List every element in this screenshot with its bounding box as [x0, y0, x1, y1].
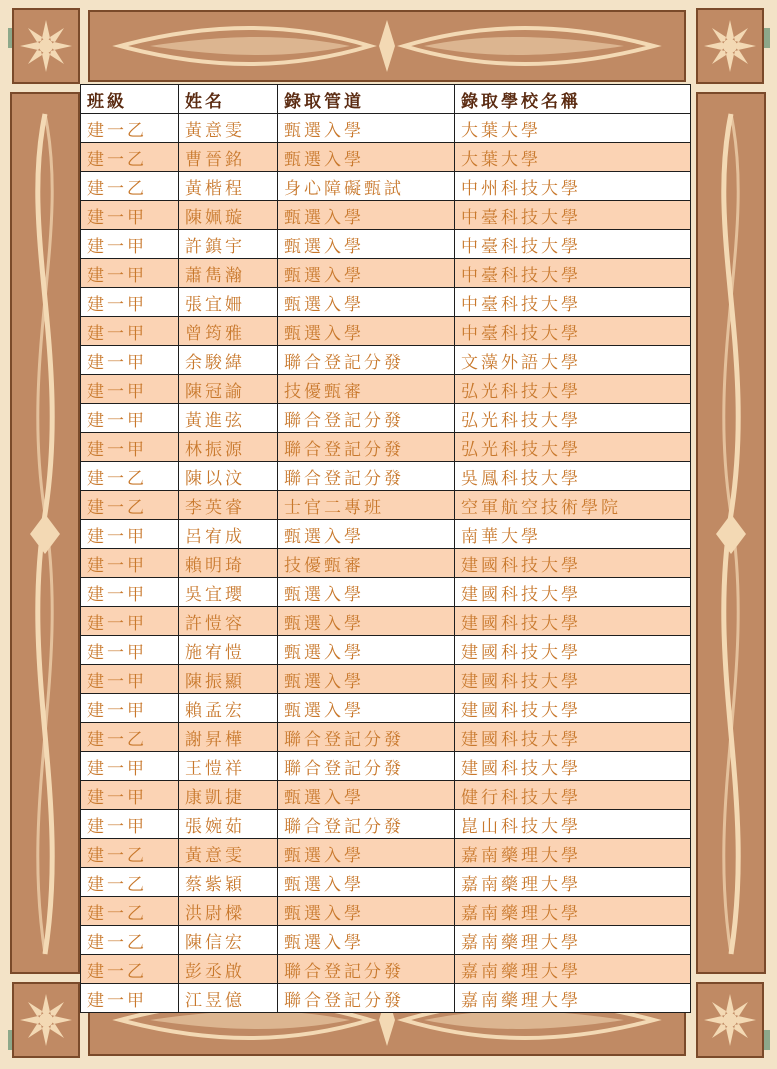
cell-name: 余駿緯 [179, 346, 278, 375]
cell-class: 建一甲 [81, 665, 179, 694]
table-row [81, 752, 691, 781]
vine-ornament-icon [698, 94, 764, 972]
cell-admission-channel: 甄選入學 [278, 259, 455, 288]
cell-admission-channel: 聯合登記分發 [278, 462, 455, 491]
cell-name: 吳宜瓔 [179, 578, 278, 607]
cell-admission-channel: 聯合登記分發 [278, 955, 455, 984]
cell-name: 陳以汶 [179, 462, 278, 491]
corner-ornament [12, 982, 80, 1058]
cell-admission-channel: 身心障礙甄試 [278, 172, 455, 201]
cell-admission-channel: 甄選入學 [278, 317, 455, 346]
cell-name: 曾筠雅 [179, 317, 278, 346]
table-row [81, 839, 691, 868]
cell-class: 建一甲 [81, 433, 179, 462]
cell-school-name: 建國科技大學 [455, 665, 691, 694]
cell-class: 建一甲 [81, 984, 179, 1013]
table-body [81, 114, 691, 1013]
cell-school-name: 建國科技大學 [455, 549, 691, 578]
cell-school-name: 大葉大學 [455, 114, 691, 143]
cell-name: 黃意雯 [179, 114, 278, 143]
cell-school-name: 嘉南藥理大學 [455, 839, 691, 868]
cell-school-name: 嘉南藥理大學 [455, 868, 691, 897]
cell-class: 建一甲 [81, 346, 179, 375]
cell-school-name: 健行科技大學 [455, 781, 691, 810]
cell-school-name: 中臺科技大學 [455, 288, 691, 317]
cell-name: 林振源 [179, 433, 278, 462]
cell-school-name: 嘉南藥理大學 [455, 955, 691, 984]
cell-class: 建一乙 [81, 114, 179, 143]
sun-ornament-icon [698, 984, 762, 1056]
cell-name: 王愷祥 [179, 752, 278, 781]
cell-name: 謝昇樺 [179, 723, 278, 752]
cell-admission-channel: 聯合登記分發 [278, 723, 455, 752]
table-row [81, 491, 691, 520]
table-row [81, 201, 691, 230]
top-ornament-panel [88, 10, 686, 82]
table-row [81, 114, 691, 143]
cell-name: 康凱捷 [179, 781, 278, 810]
cell-school-name: 中州科技大學 [455, 172, 691, 201]
cell-admission-channel: 聯合登記分發 [278, 346, 455, 375]
cell-school-name: 弘光科技大學 [455, 404, 691, 433]
cell-admission-channel: 聯合登記分發 [278, 810, 455, 839]
cell-admission-channel: 甄選入學 [278, 143, 455, 172]
cell-school-name: 文藻外語大學 [455, 346, 691, 375]
cell-admission-channel: 甄選入學 [278, 201, 455, 230]
cell-name: 施宥愷 [179, 636, 278, 665]
cell-school-name: 中臺科技大學 [455, 259, 691, 288]
cell-school-name: 大葉大學 [455, 143, 691, 172]
cell-admission-channel: 聯合登記分發 [278, 433, 455, 462]
cell-admission-channel: 甄選入學 [278, 665, 455, 694]
cell-school-name: 弘光科技大學 [455, 375, 691, 404]
cell-name: 彭丞啟 [179, 955, 278, 984]
sun-ornament-icon [14, 984, 78, 1056]
cell-class: 建一乙 [81, 868, 179, 897]
cell-name: 呂宥成 [179, 520, 278, 549]
cell-admission-channel: 甄選入學 [278, 694, 455, 723]
cell-school-name: 空軍航空技術學院 [455, 491, 691, 520]
sun-ornament-icon [698, 10, 762, 82]
sun-ornament-icon [14, 10, 78, 82]
cell-class: 建一甲 [81, 636, 179, 665]
cell-admission-channel: 技優甄審 [278, 549, 455, 578]
cell-name: 蔡紫穎 [179, 868, 278, 897]
cell-class: 建一甲 [81, 694, 179, 723]
cell-class: 建一甲 [81, 520, 179, 549]
cell-class: 建一甲 [81, 781, 179, 810]
table-row [81, 868, 691, 897]
corner-ornament [696, 982, 764, 1058]
cell-class: 建一乙 [81, 491, 179, 520]
table-row [81, 375, 691, 404]
cell-school-name: 嘉南藥理大學 [455, 897, 691, 926]
table-row [81, 404, 691, 433]
table-row [81, 288, 691, 317]
cell-admission-channel: 甄選入學 [278, 897, 455, 926]
header-admission-channel: 錄取管道 [278, 85, 455, 114]
cell-class: 建一乙 [81, 143, 179, 172]
table-row [81, 578, 691, 607]
cell-name: 江昱億 [179, 984, 278, 1013]
table-row [81, 433, 691, 462]
cell-school-name: 建國科技大學 [455, 636, 691, 665]
cell-admission-channel: 甄選入學 [278, 868, 455, 897]
table-row [81, 462, 691, 491]
cell-class: 建一乙 [81, 897, 179, 926]
table-row [81, 317, 691, 346]
cell-school-name: 嘉南藥理大學 [455, 984, 691, 1013]
admissions-table [80, 84, 691, 1013]
table-row [81, 172, 691, 201]
cell-class: 建一乙 [81, 723, 179, 752]
table-row [81, 607, 691, 636]
cell-name: 陳信宏 [179, 926, 278, 955]
cell-school-name: 嘉南藥理大學 [455, 926, 691, 955]
table-header-row [81, 85, 691, 114]
table-row [81, 723, 691, 752]
cell-admission-channel: 甄選入學 [278, 230, 455, 259]
table-row [81, 636, 691, 665]
table-row [81, 955, 691, 984]
cell-admission-channel: 技優甄審 [278, 375, 455, 404]
cell-admission-channel: 甄選入學 [278, 578, 455, 607]
cell-class: 建一甲 [81, 201, 179, 230]
cell-name: 陳姵璇 [179, 201, 278, 230]
table-row [81, 346, 691, 375]
cell-name: 蕭雋瀚 [179, 259, 278, 288]
cell-name: 張婉茹 [179, 810, 278, 839]
cell-class: 建一甲 [81, 578, 179, 607]
cell-name: 張宜姍 [179, 288, 278, 317]
cell-name: 曹晉銘 [179, 143, 278, 172]
cell-school-name: 崑山科技大學 [455, 810, 691, 839]
header-class: 班級 [81, 85, 179, 114]
cell-class: 建一乙 [81, 462, 179, 491]
cell-class: 建一甲 [81, 288, 179, 317]
cell-admission-channel: 聯合登記分發 [278, 984, 455, 1013]
cell-school-name: 建國科技大學 [455, 723, 691, 752]
cell-school-name: 中臺科技大學 [455, 230, 691, 259]
cell-name: 許鎮宇 [179, 230, 278, 259]
cell-admission-channel: 甄選入學 [278, 781, 455, 810]
cell-class: 建一乙 [81, 839, 179, 868]
cell-class: 建一甲 [81, 810, 179, 839]
corner-ornament [696, 8, 764, 84]
table-row [81, 897, 691, 926]
cell-admission-channel: 聯合登記分發 [278, 404, 455, 433]
cell-admission-channel: 甄選入學 [278, 520, 455, 549]
cell-admission-channel: 甄選入學 [278, 607, 455, 636]
cell-admission-channel: 甄選入學 [278, 114, 455, 143]
table-row [81, 810, 691, 839]
table-row [81, 259, 691, 288]
table-row [81, 520, 691, 549]
right-ornament-panel [696, 92, 766, 974]
table-row [81, 665, 691, 694]
cell-class: 建一乙 [81, 955, 179, 984]
header-school-name: 錄取學校名稱 [455, 85, 691, 114]
corner-ornament [12, 8, 80, 84]
table-row [81, 143, 691, 172]
cell-admission-channel: 甄選入學 [278, 288, 455, 317]
cell-admission-channel: 甄選入學 [278, 839, 455, 868]
cell-name: 陳冠諭 [179, 375, 278, 404]
table-row [81, 549, 691, 578]
cell-name: 洪尉樑 [179, 897, 278, 926]
cell-school-name: 建國科技大學 [455, 607, 691, 636]
cell-school-name: 中臺科技大學 [455, 201, 691, 230]
cell-name: 賴明琦 [179, 549, 278, 578]
cell-name: 陳振顯 [179, 665, 278, 694]
table-row [81, 926, 691, 955]
cell-name: 李英睿 [179, 491, 278, 520]
cell-name: 許愷容 [179, 607, 278, 636]
table-row [81, 694, 691, 723]
table-row [81, 781, 691, 810]
cell-admission-channel: 甄選入學 [278, 636, 455, 665]
cell-class: 建一甲 [81, 317, 179, 346]
cell-school-name: 吳鳳科技大學 [455, 462, 691, 491]
cell-class: 建一甲 [81, 375, 179, 404]
cell-class: 建一甲 [81, 230, 179, 259]
table-row [81, 984, 691, 1013]
cell-school-name: 建國科技大學 [455, 752, 691, 781]
cell-class: 建一乙 [81, 926, 179, 955]
header-name: 姓名 [179, 85, 278, 114]
cell-name: 黃進弦 [179, 404, 278, 433]
cell-admission-channel: 甄選入學 [278, 926, 455, 955]
cell-school-name: 南華大學 [455, 520, 691, 549]
cell-class: 建一乙 [81, 172, 179, 201]
cell-name: 黃意雯 [179, 839, 278, 868]
cell-class: 建一甲 [81, 404, 179, 433]
cell-name: 賴孟宏 [179, 694, 278, 723]
cell-school-name: 中臺科技大學 [455, 317, 691, 346]
scroll-ornament-icon [90, 12, 684, 80]
cell-name: 黃楷程 [179, 172, 278, 201]
cell-class: 建一甲 [81, 607, 179, 636]
cell-school-name: 弘光科技大學 [455, 433, 691, 462]
vine-ornament-icon [12, 94, 78, 972]
cell-school-name: 建國科技大學 [455, 694, 691, 723]
cell-class: 建一甲 [81, 752, 179, 781]
cell-admission-channel: 士官二專班 [278, 491, 455, 520]
cell-class: 建一甲 [81, 549, 179, 578]
left-ornament-panel [10, 92, 80, 974]
cell-school-name: 建國科技大學 [455, 578, 691, 607]
cell-admission-channel: 聯合登記分發 [278, 752, 455, 781]
table-row [81, 230, 691, 259]
cell-class: 建一甲 [81, 259, 179, 288]
